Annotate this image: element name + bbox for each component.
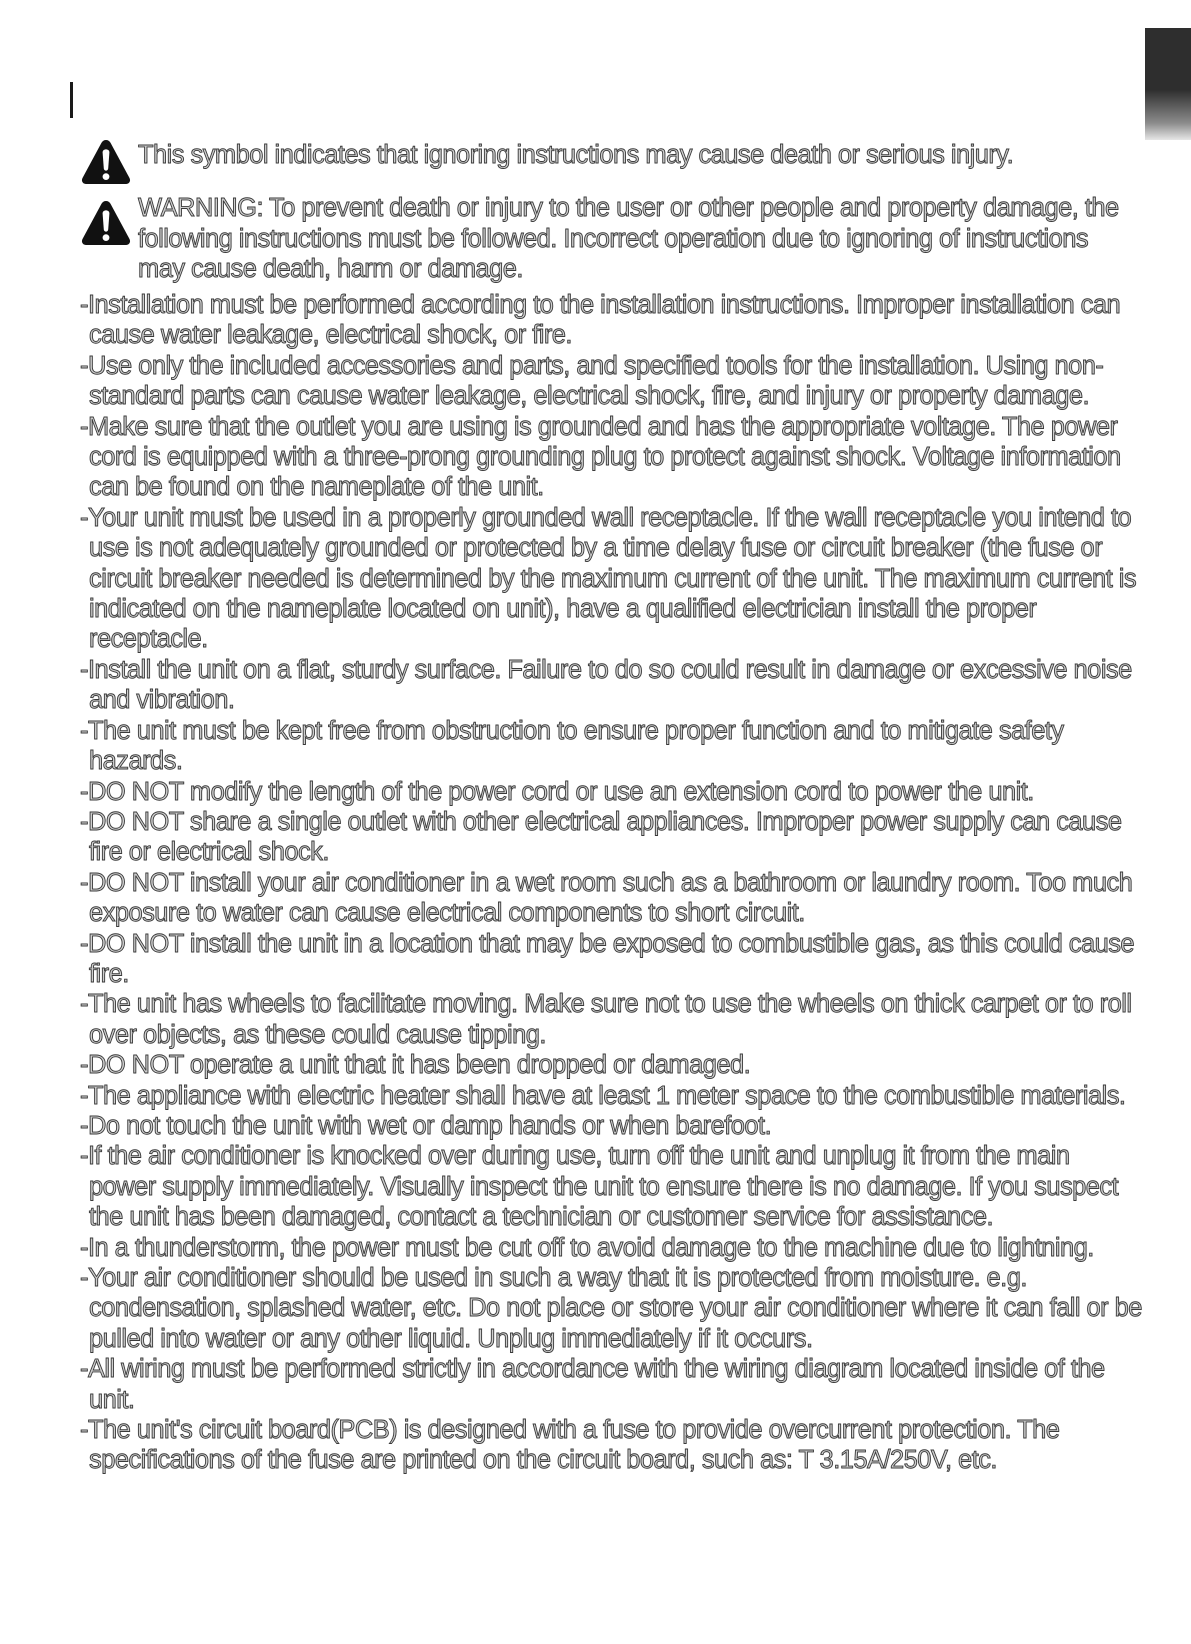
list-item: - Make sure that the outlet you are using is grounded and has the appropriate voltage. The power cord is equipped with a three-prong grounding plug to protect against shock. Voltage information can be found on the nameplate of the unit. (80, 412, 1142, 503)
symbol-note (80, 138, 1013, 186)
list-item: - Use only the included accessories and parts, and specified tools for the installation. Using non-standard parts can cause water leakage, electrical shock, fire, and injury or property damage. (80, 351, 1142, 412)
list-item: - Installation must be performed according to the installation instructions. Improper installation can cause water leakage, electrical shock, or fire. (80, 290, 1142, 351)
header-rule (70, 82, 73, 118)
list-item: - Your unit must be used in a properly grounded wall receptacle. If the wall receptacle you intend to use is not adequately grounded or protected by a time delay fuse or circuit breaker (the fuse or circuit breaker needed is determined by the maximum current of the unit. The maximum current is indicated on the nameplate located on unit), have a qualified electrician install the proper receptacle. (80, 503, 1142, 655)
list-item: - The appliance with electric heater shall have at least 1 meter space to the combustible materials. (80, 1081, 1142, 1111)
list-item: - DO NOT modify the length of the power cord or use an extension cord to power the unit. (80, 777, 1142, 807)
list-item: - The unit's circuit board(PCB) is designed with a fuse to provide overcurrent protection. The specifications of the fuse are printed on the circuit board, such as: T 3.15A/250V, etc. (80, 1415, 1142, 1476)
list-item: - The unit must be kept free from obstruction to ensure proper function and to mitigate safety hazards. (80, 716, 1142, 777)
list-item: - In a thunderstorm, the power must be cut off to avoid damage to the machine due to lightning. (80, 1233, 1142, 1263)
list-item: - Do not touch the unit with wet or damp hands or when barefoot. (80, 1111, 1142, 1141)
warning-triangle-icon (80, 138, 132, 186)
safety-instructions-list (80, 290, 1142, 1476)
list-item: - If the air conditioner is knocked over during use, turn off the unit and unplug it from the main power supply immediately. Visually inspect the unit to ensure there is no damage. If you suspect the unit has been damaged, contact a technician or customer service for assistance. (80, 1141, 1142, 1232)
list-item: - Install the unit on a flat, sturdy surface. Failure to do so could result in damage or excessive noise and vibration. (80, 655, 1142, 716)
list-item: - DO NOT install your air conditioner in a wet room such as a bathroom or laundry room. Too much exposure to water can cause electrical components to short circuit. (80, 868, 1142, 929)
list-item: - DO NOT share a single outlet with other electrical appliances. Improper power supply can cause fire or electrical shock. (80, 807, 1142, 868)
list-item: - All wiring must be performed strictly in accordance with the wiring diagram located inside of the unit. (80, 1354, 1142, 1415)
list-item: - DO NOT operate a unit that it has been dropped or damaged. (80, 1050, 1142, 1080)
list-item: - The unit has wheels to facilitate moving. Make sure not to use the wheels on thick carpet or to roll over objects, as these could cause tipping. (80, 989, 1142, 1050)
warning-text: WARNING: To prevent death or injury to the user or other people and property damage, the following instructions must be followed. Incorrect operation due to ignoring of instructions may cause death, harm or damage. (138, 194, 1119, 283)
section-tab (1145, 28, 1191, 140)
list-item: - Your air conditioner should be used in such a way that it is protected from moisture. e.g. condensation, splashed water, etc. Do not place or store your air conditioner where it can fall or be pulled into water or any other liquid. Unplug immediately if it occurs. (80, 1263, 1142, 1354)
symbol-note-text: This symbol indicates that ignoring instructions may cause death or serious injury. (138, 141, 1014, 169)
list-item: - DO NOT install the unit in a location that may be exposed to combustible gas, as this could cause fire. (80, 929, 1142, 990)
warning-block (80, 193, 1160, 285)
warning-triangle-icon (80, 199, 132, 247)
